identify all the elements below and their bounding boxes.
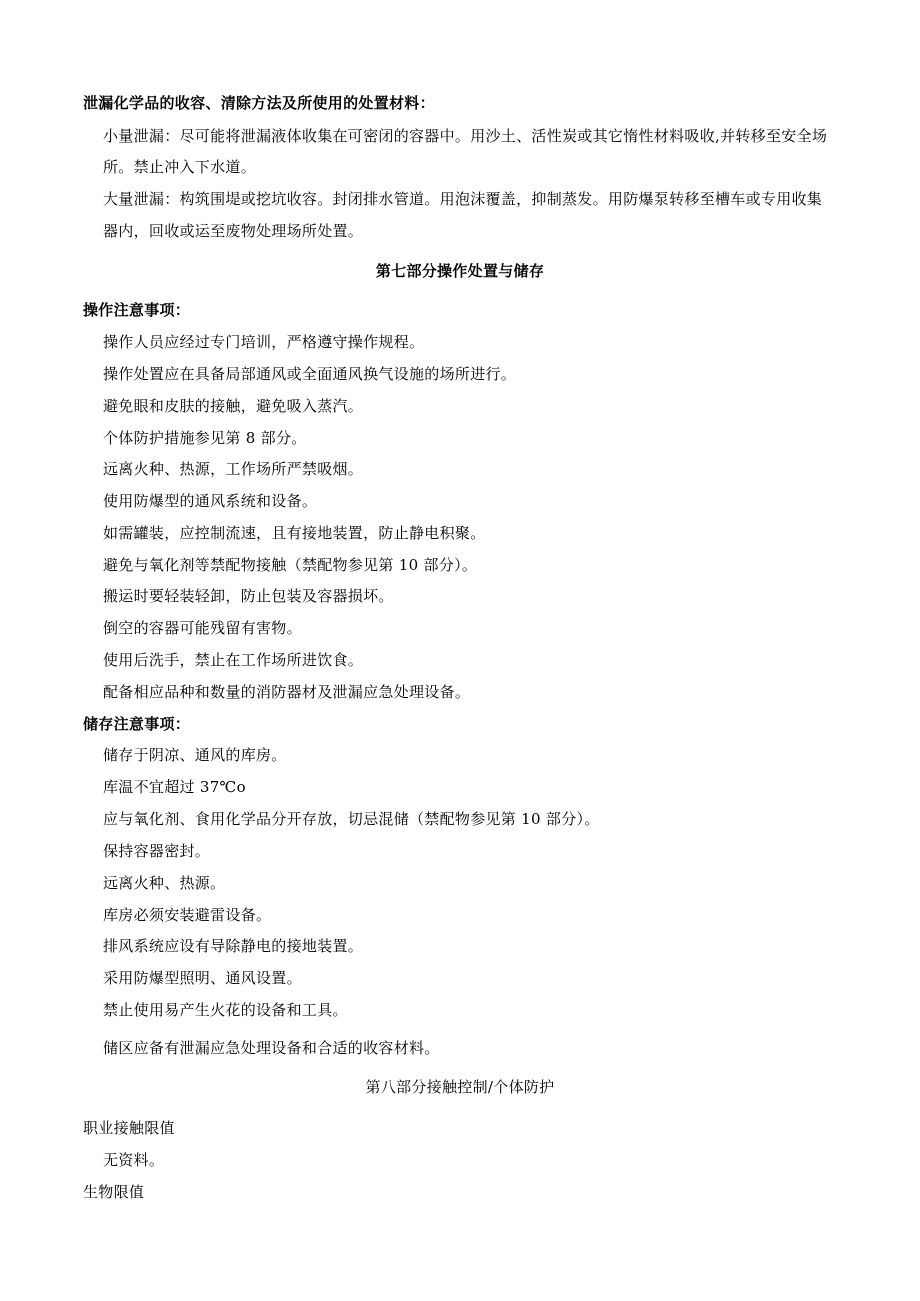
storage-item: 库房必须安装避雷设备。 <box>103 906 272 924</box>
small-spill-line-1: 小量泄漏：尽可能将泄漏液体收集在可密闭的容器中。用沙土、活性炭或其它惰性材料吸收,并转移至安全场 <box>103 127 828 145</box>
handling-item: 倒空的容器可能残留有害物。 <box>103 619 302 637</box>
handling-item: 操作处置应在具备局部通风或全面通风换气设施的场所进行。 <box>103 365 517 383</box>
large-spill-line-1: 大量泄漏：构筑围堤或挖坑收容。封闭排水管道。用泡沫覆盖，抑制蒸发。用防爆泵转移至槽车或专用收集 <box>103 190 823 208</box>
storage-item: 储存于阴凉、通风的库房。 <box>103 746 287 764</box>
handling-item: 远离火种、热源，工作场所严禁吸烟。 <box>103 460 364 478</box>
section-7-title: 第七部分操作处置与储存 <box>375 262 545 280</box>
storage-item: 应与氧化剂、食用化学品分开存放，切忌混储（禁配物参见第 10 部分）。 <box>103 810 600 828</box>
oel-heading: 职业接触限值 <box>83 1119 175 1137</box>
handling-heading: 操作注意事项： <box>83 301 191 319</box>
storage-item: 排风系统应设有导除静电的接地装置。 <box>103 937 364 955</box>
oel-value: 无资料。 <box>103 1151 165 1169</box>
storage-item: 采用防爆型照明、通风设置。 <box>103 969 302 987</box>
storage-item: 远离火种、热源。 <box>103 874 226 892</box>
handling-item: 使用防爆型的通风系统和设备。 <box>103 492 318 510</box>
handling-item: 搬运时要轻装轻卸，防止包装及容器损坏。 <box>103 587 394 605</box>
section-8-title: 第八部分接触控制/个体防护 <box>365 1078 555 1096</box>
handling-item: 避免眼和皮肤的接触，避免吸入蒸汽。 <box>103 397 364 415</box>
storage-heading: 储存注意事项： <box>83 715 191 733</box>
handling-item: 避免与氧化剂等禁配物接触（禁配物参见第 10 部分）。 <box>103 556 478 574</box>
handling-item: 如需罐装，应控制流速，且有接地装置，防止静电积聚。 <box>103 524 486 542</box>
storage-item: 保持容器密封。 <box>103 842 211 860</box>
storage-item: 储区应备有泄漏应急处理设备和合适的收容材料。 <box>103 1039 440 1057</box>
bio-limit-heading: 生物限值 <box>83 1183 145 1201</box>
handling-item: 操作人员应经过专门培训，严格遵守操作规程。 <box>103 333 425 351</box>
storage-item: 禁止使用易产生火花的设备和工具。 <box>103 1001 348 1019</box>
handling-item: 配备相应品种和数量的消防器材及泄漏应急处理设备。 <box>103 683 471 701</box>
spill-heading: 泄漏化学品的收容、清除方法及所使用的处置材料： <box>83 94 435 112</box>
small-spill-line-2: 所。禁止冲入下水道。 <box>103 158 257 176</box>
handling-item: 使用后洗手，禁止在工作场所进饮食。 <box>103 651 364 669</box>
handling-item: 个体防护措施参见第 8 部分。 <box>103 429 307 447</box>
large-spill-line-2: 器内，回收或运至废物处理场所处置。 <box>103 222 364 240</box>
storage-item: 库温不宜超过 37℃o <box>103 778 246 796</box>
